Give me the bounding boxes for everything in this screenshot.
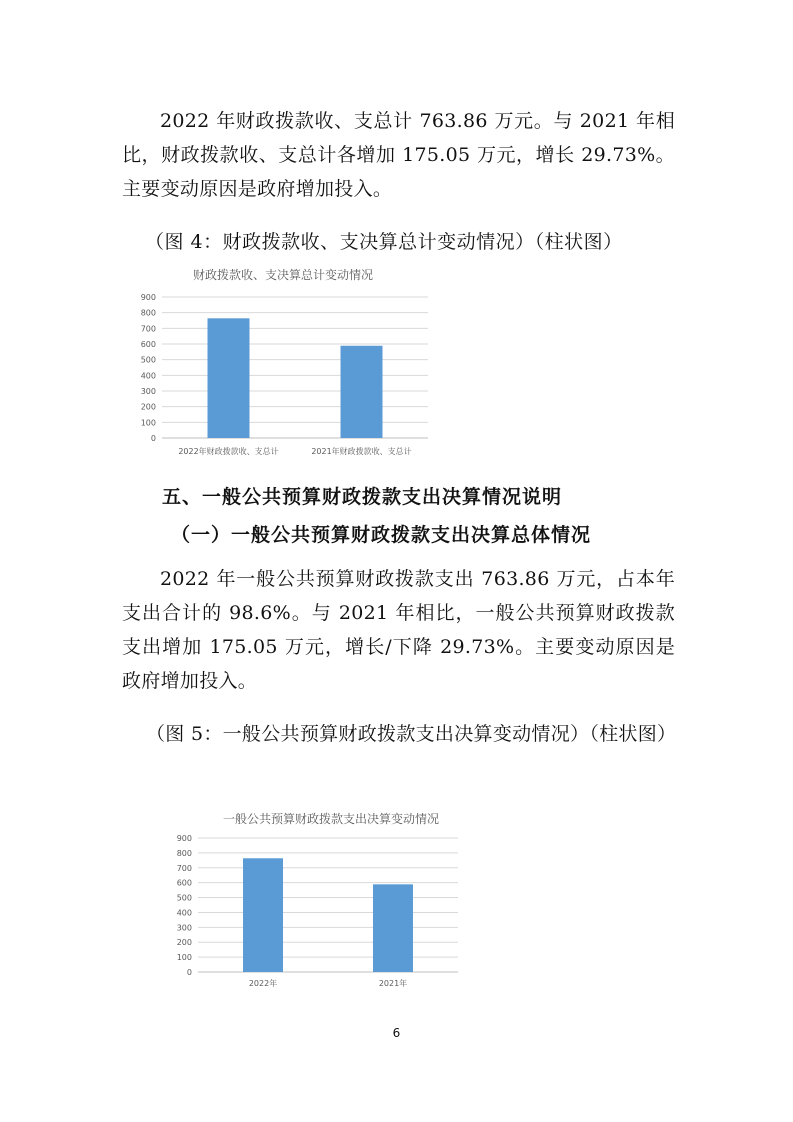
y-tick-label: 600 <box>140 340 156 349</box>
y-tick-label: 900 <box>176 834 192 843</box>
x-category-label: 2021年 <box>378 979 408 988</box>
figure-4-caption: （图 4：财政拨款收、支决算总计变动情况）（柱状图） <box>145 231 623 253</box>
y-tick-label: 200 <box>140 402 156 412</box>
paragraph-total-comparison: 2022 年财政拨款收、支总计 763.86 万元。与 2021 年相比，财政拨款收、支总计各增加 175.05 万元，增长 29.73%。主要变动原因是政府增加投入。 <box>122 110 675 200</box>
page-number: 6 <box>392 1026 401 1040</box>
x-category-label: 2022年财政拨款收、支总计 <box>178 447 279 456</box>
figure-5-caption: （图 5：一般公共预算财政拨款支出决算变动情况）（柱状图） <box>146 723 677 745</box>
section-5-1-heading: （一）一般公共预算财政拨款支出决算总体情况 <box>171 524 592 546</box>
y-tick-label: 500 <box>176 893 192 903</box>
chart-general-budget-expenditure <box>166 806 466 996</box>
y-tick-label: 100 <box>140 418 156 428</box>
y-tick-label: 0 <box>186 968 192 977</box>
y-tick-label: 300 <box>176 923 192 933</box>
x-category-label: 2021年财政拨款收、支总计 <box>311 447 412 456</box>
y-tick-label: 600 <box>176 878 192 888</box>
chart-title: 财政拨款收、支决算总计变动情况 <box>192 268 374 282</box>
bar <box>373 884 413 972</box>
y-tick-label: 300 <box>140 387 156 396</box>
y-tick-label: 400 <box>176 908 192 918</box>
section-5-heading: 五、一般公共预算财政拨款支出决算情况说明 <box>162 486 563 508</box>
x-category-label: 2022年 <box>248 979 278 988</box>
y-tick-label: 800 <box>176 848 192 858</box>
bar <box>341 346 383 438</box>
bar <box>208 318 250 438</box>
bar <box>243 858 283 972</box>
y-tick-label: 700 <box>140 324 156 334</box>
y-tick-label: 700 <box>176 863 192 873</box>
y-tick-label: 200 <box>176 938 192 948</box>
y-tick-label: 400 <box>140 371 156 381</box>
y-tick-label: 100 <box>176 953 192 963</box>
y-tick-label: 800 <box>140 308 156 318</box>
chart-title: 一般公共预算财政拨款支出决算变动情况 <box>222 812 440 826</box>
y-tick-label: 900 <box>140 293 156 302</box>
y-tick-label: 500 <box>140 355 156 365</box>
chart-financial-appropriation-total <box>138 262 438 467</box>
paragraph-general-budget-expenditure: 2022 年一般公共预算财政拨款支出 763.86 万元，占本年支出合计的 98.6%。与 2021 年相比，一般公共预算财政拨款支出增加 175.05 万元，增长/下降 29.73%。主要变动原因是政府增加投入。 <box>122 568 675 692</box>
y-tick-label: 0 <box>150 434 156 443</box>
